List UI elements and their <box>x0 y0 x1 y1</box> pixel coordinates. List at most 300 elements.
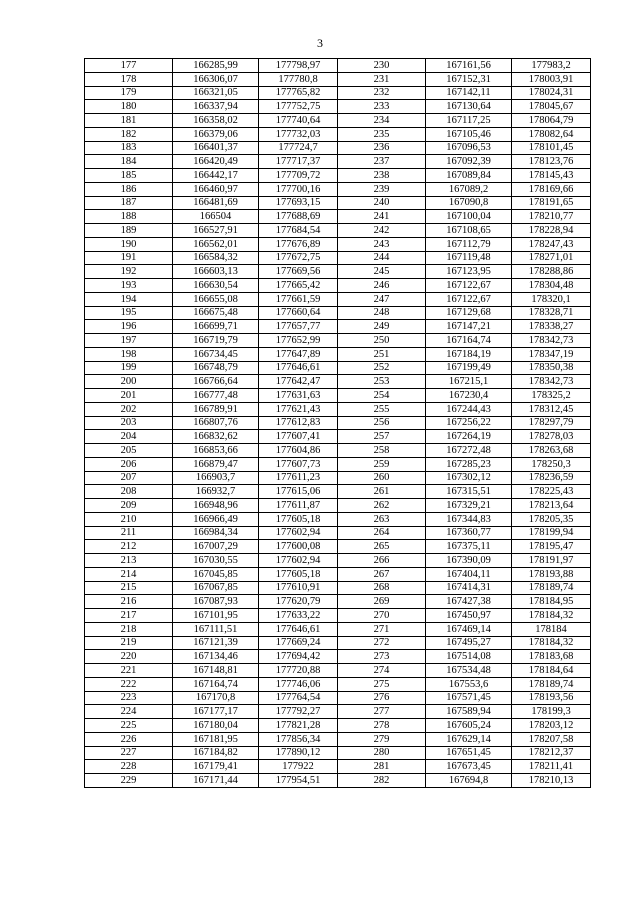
y-coordinate-cell: 177720,88 <box>259 664 338 678</box>
point-number-cell: 270 <box>338 609 426 623</box>
x-coordinate-cell: 167589,94 <box>426 705 512 719</box>
y-coordinate-cell: 178297,79 <box>512 416 591 430</box>
y-coordinate-cell: 177652,99 <box>259 334 338 348</box>
x-coordinate-cell: 166379,06 <box>173 127 259 141</box>
x-coordinate-cell: 166337,94 <box>173 100 259 114</box>
x-coordinate-cell: 166584,32 <box>173 251 259 265</box>
point-number-cell: 196 <box>85 320 173 334</box>
y-coordinate-cell: 178064,79 <box>512 114 591 128</box>
point-number-cell: 217 <box>85 609 173 623</box>
y-coordinate-cell: 178189,74 <box>512 581 591 595</box>
point-number-cell: 234 <box>338 114 426 128</box>
table-row <box>85 677 591 691</box>
x-coordinate-cell: 166777,48 <box>173 389 259 403</box>
table-row <box>85 457 591 471</box>
table-row <box>85 554 591 568</box>
table-row <box>85 650 591 664</box>
point-number-cell: 182 <box>85 127 173 141</box>
y-coordinate-cell: 177821,28 <box>259 719 338 733</box>
point-number-cell: 214 <box>85 567 173 581</box>
x-coordinate-cell: 167142,11 <box>426 86 512 100</box>
x-coordinate-cell: 167534,48 <box>426 664 512 678</box>
y-coordinate-cell: 178003,91 <box>512 72 591 86</box>
x-coordinate-cell: 167171,44 <box>173 774 259 788</box>
x-coordinate-cell: 166879,47 <box>173 457 259 471</box>
x-coordinate-cell: 167122,67 <box>426 292 512 306</box>
y-coordinate-cell: 178328,71 <box>512 306 591 320</box>
x-coordinate-cell: 167067,85 <box>173 581 259 595</box>
y-coordinate-cell: 178024,31 <box>512 86 591 100</box>
point-number-cell: 218 <box>85 622 173 636</box>
point-number-cell: 223 <box>85 691 173 705</box>
point-number-cell: 268 <box>338 581 426 595</box>
table-row <box>85 691 591 705</box>
y-coordinate-cell: 178210,77 <box>512 210 591 224</box>
point-number-cell: 212 <box>85 540 173 554</box>
y-coordinate-cell: 177604,86 <box>259 444 338 458</box>
x-coordinate-cell: 167272,48 <box>426 444 512 458</box>
y-coordinate-cell: 177631,63 <box>259 389 338 403</box>
x-coordinate-cell: 167514,08 <box>426 650 512 664</box>
table-row <box>85 347 591 361</box>
x-coordinate-cell: 166719,79 <box>173 334 259 348</box>
y-coordinate-cell: 178263,68 <box>512 444 591 458</box>
table-row <box>85 705 591 719</box>
table-row <box>85 224 591 238</box>
page-number: 3 <box>317 36 323 50</box>
x-coordinate-cell: 167134,46 <box>173 650 259 664</box>
x-coordinate-cell: 167184,19 <box>426 347 512 361</box>
coordinates-table <box>84 58 591 788</box>
table-row <box>85 141 591 155</box>
y-coordinate-cell: 177676,89 <box>259 237 338 251</box>
point-number-cell: 202 <box>85 402 173 416</box>
x-coordinate-cell: 167629,14 <box>426 732 512 746</box>
x-coordinate-cell: 166655,08 <box>173 292 259 306</box>
point-number-cell: 247 <box>338 292 426 306</box>
point-number-cell: 198 <box>85 347 173 361</box>
point-number-cell: 263 <box>338 512 426 526</box>
point-number-cell: 221 <box>85 664 173 678</box>
point-number-cell: 277 <box>338 705 426 719</box>
point-number-cell: 257 <box>338 430 426 444</box>
point-number-cell: 249 <box>338 320 426 334</box>
y-coordinate-cell: 177740,64 <box>259 114 338 128</box>
y-coordinate-cell: 177646,61 <box>259 622 338 636</box>
point-number-cell: 232 <box>338 86 426 100</box>
y-coordinate-cell: 178191,65 <box>512 196 591 210</box>
y-coordinate-cell: 177612,83 <box>259 416 338 430</box>
point-number-cell: 256 <box>338 416 426 430</box>
table-row <box>85 279 591 293</box>
y-coordinate-cell: 178213,64 <box>512 499 591 513</box>
y-coordinate-cell: 178350,38 <box>512 361 591 375</box>
x-coordinate-cell: 167161,56 <box>426 59 512 73</box>
y-coordinate-cell: 177621,43 <box>259 402 338 416</box>
y-coordinate-cell: 178212,37 <box>512 746 591 760</box>
y-coordinate-cell: 178236,59 <box>512 471 591 485</box>
point-number-cell: 216 <box>85 595 173 609</box>
x-coordinate-cell: 167089,84 <box>426 169 512 183</box>
y-coordinate-cell: 178082,64 <box>512 127 591 141</box>
x-coordinate-cell: 166766,64 <box>173 375 259 389</box>
x-coordinate-cell: 166603,13 <box>173 265 259 279</box>
point-number-cell: 213 <box>85 554 173 568</box>
x-coordinate-cell: 166748,79 <box>173 361 259 375</box>
y-coordinate-cell: 177660,64 <box>259 306 338 320</box>
table-row <box>85 485 591 499</box>
table-row <box>85 196 591 210</box>
y-coordinate-cell: 177602,94 <box>259 526 338 540</box>
x-coordinate-cell: 166460,97 <box>173 182 259 196</box>
point-number-cell: 280 <box>338 746 426 760</box>
point-number-cell: 230 <box>338 59 426 73</box>
y-coordinate-cell: 178342,73 <box>512 334 591 348</box>
x-coordinate-cell: 166285,99 <box>173 59 259 73</box>
y-coordinate-cell: 177605,18 <box>259 567 338 581</box>
x-coordinate-cell: 167119,48 <box>426 251 512 265</box>
table-row <box>85 169 591 183</box>
table-row <box>85 774 591 788</box>
x-coordinate-cell: 167045,85 <box>173 567 259 581</box>
point-number-cell: 281 <box>338 760 426 774</box>
x-coordinate-cell: 167450,97 <box>426 609 512 623</box>
table-row <box>85 72 591 86</box>
point-number-cell: 200 <box>85 375 173 389</box>
point-number-cell: 203 <box>85 416 173 430</box>
point-number-cell: 245 <box>338 265 426 279</box>
y-coordinate-cell: 177709,72 <box>259 169 338 183</box>
y-coordinate-cell: 178184,95 <box>512 595 591 609</box>
y-coordinate-cell: 178207,58 <box>512 732 591 746</box>
x-coordinate-cell: 166966,49 <box>173 512 259 526</box>
table-row <box>85 581 591 595</box>
x-coordinate-cell: 166420,49 <box>173 155 259 169</box>
x-coordinate-cell: 167105,46 <box>426 127 512 141</box>
x-coordinate-cell: 166527,91 <box>173 224 259 238</box>
table-row <box>85 402 591 416</box>
x-coordinate-cell: 167414,31 <box>426 581 512 595</box>
point-number-cell: 199 <box>85 361 173 375</box>
point-number-cell: 183 <box>85 141 173 155</box>
table-row <box>85 471 591 485</box>
point-number-cell: 205 <box>85 444 173 458</box>
x-coordinate-cell: 166948,96 <box>173 499 259 513</box>
y-coordinate-cell: 178347,19 <box>512 347 591 361</box>
y-coordinate-cell: 178203,12 <box>512 719 591 733</box>
table-row <box>85 182 591 196</box>
x-coordinate-cell: 167199,49 <box>426 361 512 375</box>
x-coordinate-cell: 167180,04 <box>173 719 259 733</box>
table-row <box>85 306 591 320</box>
x-coordinate-cell: 167007,29 <box>173 540 259 554</box>
y-coordinate-cell: 178145,43 <box>512 169 591 183</box>
x-coordinate-cell: 166932,7 <box>173 485 259 499</box>
point-number-cell: 227 <box>85 746 173 760</box>
point-number-cell: 236 <box>338 141 426 155</box>
x-coordinate-cell: 166481,69 <box>173 196 259 210</box>
x-coordinate-cell: 167285,23 <box>426 457 512 471</box>
x-coordinate-cell: 166903,7 <box>173 471 259 485</box>
x-coordinate-cell: 166984,34 <box>173 526 259 540</box>
x-coordinate-cell: 167089,2 <box>426 182 512 196</box>
table-row <box>85 59 591 73</box>
x-coordinate-cell: 166442,17 <box>173 169 259 183</box>
point-number-cell: 279 <box>338 732 426 746</box>
point-number-cell: 208 <box>85 485 173 499</box>
y-coordinate-cell: 178288,86 <box>512 265 591 279</box>
x-coordinate-cell: 167344,83 <box>426 512 512 526</box>
point-number-cell: 274 <box>338 664 426 678</box>
y-coordinate-cell: 178205,35 <box>512 512 591 526</box>
table-row <box>85 719 591 733</box>
point-number-cell: 258 <box>338 444 426 458</box>
x-coordinate-cell: 166699,71 <box>173 320 259 334</box>
x-coordinate-cell: 166306,07 <box>173 72 259 86</box>
table-row <box>85 540 591 554</box>
x-coordinate-cell: 167123,95 <box>426 265 512 279</box>
y-coordinate-cell: 177610,91 <box>259 581 338 595</box>
x-coordinate-cell: 167148,81 <box>173 664 259 678</box>
table-row <box>85 361 591 375</box>
point-number-cell: 178 <box>85 72 173 86</box>
point-number-cell: 209 <box>85 499 173 513</box>
point-number-cell: 229 <box>85 774 173 788</box>
y-coordinate-cell: 178320,1 <box>512 292 591 306</box>
point-number-cell: 225 <box>85 719 173 733</box>
y-coordinate-cell: 177607,73 <box>259 457 338 471</box>
point-number-cell: 253 <box>338 375 426 389</box>
point-number-cell: 282 <box>338 774 426 788</box>
y-coordinate-cell: 177693,15 <box>259 196 338 210</box>
point-number-cell: 267 <box>338 567 426 581</box>
point-number-cell: 275 <box>338 677 426 691</box>
point-number-cell: 244 <box>338 251 426 265</box>
x-coordinate-cell: 167129,68 <box>426 306 512 320</box>
point-number-cell: 184 <box>85 155 173 169</box>
x-coordinate-cell: 167694,8 <box>426 774 512 788</box>
y-coordinate-cell: 178184,32 <box>512 609 591 623</box>
y-coordinate-cell: 178228,94 <box>512 224 591 238</box>
point-number-cell: 262 <box>338 499 426 513</box>
y-coordinate-cell: 178184 <box>512 622 591 636</box>
y-coordinate-cell: 178169,66 <box>512 182 591 196</box>
y-coordinate-cell: 177684,54 <box>259 224 338 238</box>
x-coordinate-cell: 167495,27 <box>426 636 512 650</box>
x-coordinate-cell: 167152,31 <box>426 72 512 86</box>
y-coordinate-cell: 178312,45 <box>512 402 591 416</box>
x-coordinate-cell: 167179,41 <box>173 760 259 774</box>
point-number-cell: 233 <box>338 100 426 114</box>
point-number-cell: 210 <box>85 512 173 526</box>
table-row <box>85 237 591 251</box>
y-coordinate-cell: 178304,48 <box>512 279 591 293</box>
x-coordinate-cell: 167112,79 <box>426 237 512 251</box>
x-coordinate-cell: 167092,39 <box>426 155 512 169</box>
table-row <box>85 334 591 348</box>
y-coordinate-cell: 178250,3 <box>512 457 591 471</box>
point-number-cell: 265 <box>338 540 426 554</box>
point-number-cell: 254 <box>338 389 426 403</box>
y-coordinate-cell: 177611,23 <box>259 471 338 485</box>
point-number-cell: 264 <box>338 526 426 540</box>
point-number-cell: 201 <box>85 389 173 403</box>
x-coordinate-cell: 166562,01 <box>173 237 259 251</box>
y-coordinate-cell: 178338,27 <box>512 320 591 334</box>
x-coordinate-cell: 167329,21 <box>426 499 512 513</box>
y-coordinate-cell: 177665,42 <box>259 279 338 293</box>
x-coordinate-cell: 167090,8 <box>426 196 512 210</box>
x-coordinate-cell: 167111,51 <box>173 622 259 636</box>
y-coordinate-cell: 177798,97 <box>259 59 338 73</box>
table-row <box>85 746 591 760</box>
y-coordinate-cell: 178183,68 <box>512 650 591 664</box>
table-row <box>85 210 591 224</box>
y-coordinate-cell: 178184,64 <box>512 664 591 678</box>
y-coordinate-cell: 177983,2 <box>512 59 591 73</box>
y-coordinate-cell: 177646,61 <box>259 361 338 375</box>
y-coordinate-cell: 178189,74 <box>512 677 591 691</box>
y-coordinate-cell: 177856,34 <box>259 732 338 746</box>
table-row <box>85 526 591 540</box>
point-number-cell: 204 <box>85 430 173 444</box>
table-row <box>85 320 591 334</box>
point-number-cell: 219 <box>85 636 173 650</box>
y-coordinate-cell: 177764,54 <box>259 691 338 705</box>
x-coordinate-cell: 167100,04 <box>426 210 512 224</box>
x-coordinate-cell: 166734,45 <box>173 347 259 361</box>
point-number-cell: 191 <box>85 251 173 265</box>
point-number-cell: 260 <box>338 471 426 485</box>
point-number-cell: 211 <box>85 526 173 540</box>
point-number-cell: 193 <box>85 279 173 293</box>
x-coordinate-cell: 166504 <box>173 210 259 224</box>
point-number-cell: 246 <box>338 279 426 293</box>
table-row <box>85 609 591 623</box>
point-number-cell: 235 <box>338 127 426 141</box>
point-number-cell: 259 <box>338 457 426 471</box>
table-row <box>85 127 591 141</box>
point-number-cell: 228 <box>85 760 173 774</box>
point-number-cell: 248 <box>338 306 426 320</box>
table-row <box>85 100 591 114</box>
table-row <box>85 389 591 403</box>
y-coordinate-cell: 178045,67 <box>512 100 591 114</box>
point-number-cell: 231 <box>338 72 426 86</box>
y-coordinate-cell: 178210,13 <box>512 774 591 788</box>
point-number-cell: 181 <box>85 114 173 128</box>
x-coordinate-cell: 167315,51 <box>426 485 512 499</box>
point-number-cell: 261 <box>338 485 426 499</box>
table-row <box>85 499 591 513</box>
y-coordinate-cell: 178211,41 <box>512 760 591 774</box>
point-number-cell: 187 <box>85 196 173 210</box>
table-row <box>85 416 591 430</box>
x-coordinate-cell: 167108,65 <box>426 224 512 238</box>
table-row <box>85 636 591 650</box>
x-coordinate-cell: 167101,95 <box>173 609 259 623</box>
y-coordinate-cell: 178184,32 <box>512 636 591 650</box>
y-coordinate-cell: 177717,37 <box>259 155 338 169</box>
point-number-cell: 237 <box>338 155 426 169</box>
x-coordinate-cell: 167164,74 <box>173 677 259 691</box>
table-row <box>85 430 591 444</box>
point-number-cell: 177 <box>85 59 173 73</box>
x-coordinate-cell: 167390,09 <box>426 554 512 568</box>
table-row <box>85 760 591 774</box>
x-coordinate-cell: 167164,74 <box>426 334 512 348</box>
x-coordinate-cell: 167087,93 <box>173 595 259 609</box>
y-coordinate-cell: 178271,01 <box>512 251 591 265</box>
y-coordinate-cell: 178325,2 <box>512 389 591 403</box>
y-coordinate-cell: 178225,43 <box>512 485 591 499</box>
table-row <box>85 595 591 609</box>
x-coordinate-cell: 167121,39 <box>173 636 259 650</box>
table-row <box>85 114 591 128</box>
point-number-cell: 278 <box>338 719 426 733</box>
y-coordinate-cell: 177792,27 <box>259 705 338 719</box>
y-coordinate-cell: 178199,94 <box>512 526 591 540</box>
point-number-cell: 188 <box>85 210 173 224</box>
x-coordinate-cell: 167375,11 <box>426 540 512 554</box>
x-coordinate-cell: 167122,67 <box>426 279 512 293</box>
y-coordinate-cell: 177765,82 <box>259 86 338 100</box>
y-coordinate-cell: 177602,94 <box>259 554 338 568</box>
point-number-cell: 251 <box>338 347 426 361</box>
x-coordinate-cell: 167184,82 <box>173 746 259 760</box>
x-coordinate-cell: 167571,45 <box>426 691 512 705</box>
x-coordinate-cell: 167215,1 <box>426 375 512 389</box>
point-number-cell: 185 <box>85 169 173 183</box>
point-number-cell: 192 <box>85 265 173 279</box>
x-coordinate-cell: 167427,38 <box>426 595 512 609</box>
point-number-cell: 206 <box>85 457 173 471</box>
point-number-cell: 241 <box>338 210 426 224</box>
table-row <box>85 664 591 678</box>
point-number-cell: 226 <box>85 732 173 746</box>
x-coordinate-cell: 166358,02 <box>173 114 259 128</box>
table-row <box>85 155 591 169</box>
x-coordinate-cell: 166789,91 <box>173 402 259 416</box>
table-row <box>85 251 591 265</box>
point-number-cell: 240 <box>338 196 426 210</box>
table-row <box>85 86 591 100</box>
point-number-cell: 180 <box>85 100 173 114</box>
point-number-cell: 255 <box>338 402 426 416</box>
point-number-cell: 179 <box>85 86 173 100</box>
point-number-cell: 186 <box>85 182 173 196</box>
x-coordinate-cell: 167230,4 <box>426 389 512 403</box>
x-coordinate-cell: 167302,12 <box>426 471 512 485</box>
x-coordinate-cell: 167360,77 <box>426 526 512 540</box>
x-coordinate-cell: 167177,17 <box>173 705 259 719</box>
x-coordinate-cell: 167147,21 <box>426 320 512 334</box>
x-coordinate-cell: 166321,05 <box>173 86 259 100</box>
point-number-cell: 242 <box>338 224 426 238</box>
y-coordinate-cell: 177688,69 <box>259 210 338 224</box>
y-coordinate-cell: 177752,75 <box>259 100 338 114</box>
point-number-cell: 220 <box>85 650 173 664</box>
table-row <box>85 292 591 306</box>
y-coordinate-cell: 177732,03 <box>259 127 338 141</box>
point-number-cell: 266 <box>338 554 426 568</box>
point-number-cell: 272 <box>338 636 426 650</box>
point-number-cell: 269 <box>338 595 426 609</box>
y-coordinate-cell: 177954,51 <box>259 774 338 788</box>
x-coordinate-cell: 167651,45 <box>426 746 512 760</box>
x-coordinate-cell: 167264,19 <box>426 430 512 444</box>
y-coordinate-cell: 178193,88 <box>512 567 591 581</box>
